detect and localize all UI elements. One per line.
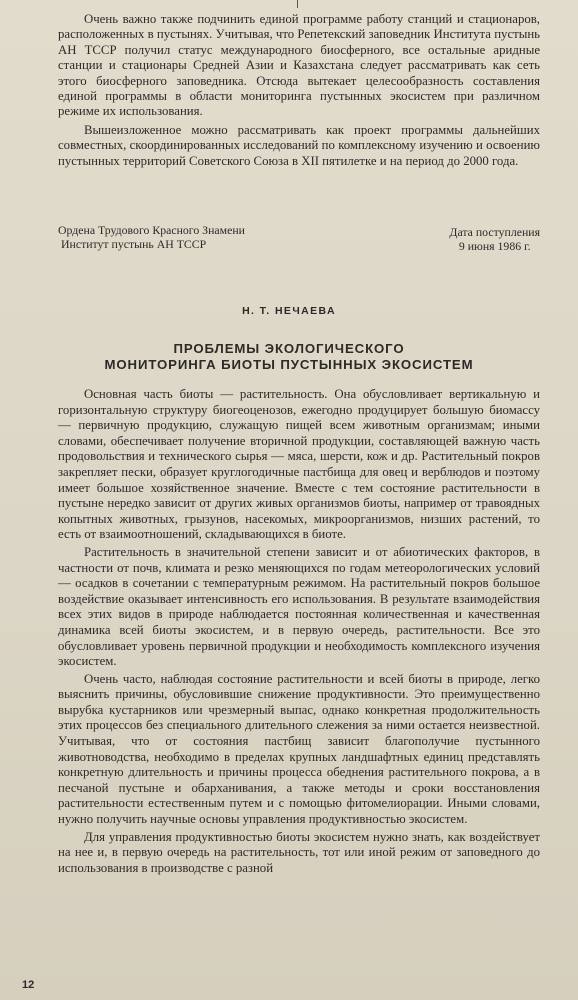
- title-line: МОНИТОРИНГА БИОТЫ ПУСТЫННЫХ ЭКОСИСТЕМ: [104, 357, 474, 372]
- affiliation-block: [58, 224, 540, 254]
- article-title: [0, 341, 578, 373]
- paragraph: Очень часто, наблюдая состояние растительности и всей биоты в природе, легко выяснить причины, обусловившие снижение продуктивности. Это преимущественно вырубка кустарников или чрезмерный выпас, однако конкретная продолжительность этих процессов без специального длительного слежения за ними остается неизвестной. Учитывая, что от состояния пастбищ зависит благополучие пустынного животноводства, необходимо в пределах крупных ландшафтных единиц представлять конкретную длительность и причины процесса обеднения растительного покрова, а в песчаной пустыне и обарханивания, а также методы и сроки восстановления растительности естественным путем и с помощью фитомелиорации. Иными словами, нужно получить научные основы управления продуктивностью экосистем.: [58, 671, 540, 827]
- previous-article-ending: [58, 12, 540, 169]
- paragraph: Очень важно также подчинить единой программе работу станций и стационаров, расположенных в пустынях. Учитывая, что Репетекский заповедник Института пустынь АН ТССР получил статус международного биосферного, все остальные аридные станции и стационары Средней Азии и Казахстана следует рассматривать как сеть этого биосферного заповедника. Отсюда вытекает целесообразность составления единой программы в области мониторинга пустынных экосистем при различном режиме их использования.: [58, 12, 540, 119]
- received-label: Дата поступления: [449, 225, 540, 239]
- institution: [58, 224, 245, 251]
- gutter-mark: [297, 0, 298, 8]
- title-line: ПРОБЛЕМЫ ЭКОЛОГИЧЕСКОГО: [173, 341, 405, 356]
- page-number: 12: [22, 979, 35, 991]
- paragraph: Вышеизложенное можно рассматривать как проект программы дальнейших совместных, скоординированных исследований по комплексному изучению и освоению пустынных территорий Советского Союза в XII пятилетке и на период до 2000 года.: [58, 122, 540, 168]
- institution-line: Ордена Трудового Красного Знамени: [58, 223, 245, 237]
- paragraph: Для управления продуктивностью биоты экосистем нужно знать, как воздействует на нее и, в первую очередь на растительность, тот или иной режим от заповедного до использования в производстве с разной: [58, 829, 540, 875]
- paragraph: Основная часть биоты — растительность. Она обусловливает вертикальную и горизонтальную структуру биогеоценозов, ежегодно продуцирует большую биомассу — первичную продукцию, служащую пищей всем животным организмам; иными словами, обеспечивает получение вторичной продукции, составляющей важную часть продовольствия и технического сырья — мяса, шерсти, кож и др. Растительный покров закрепляет пески, образует круглогодичные пастбища для овец и верблюдов и поэтому имеет большое хозяйственное значение. Вместе с тем состояние растительности в пустыне нередко зависит от других живых организмов биоты, например от травоядных копытных животных, грызунов, насекомых, микроорганизмов, низших растений, то есть от взаимоотношений, складывающихся в биоте.: [58, 387, 540, 542]
- received-value: 9 июня 1986 г.: [458, 238, 531, 253]
- received-date: [449, 226, 540, 253]
- article-body: [58, 387, 540, 876]
- article-author: Н. Т. НЕЧАЕВА: [242, 305, 336, 317]
- paragraph: Растительность в значительной степени зависит и от абиотических факторов, в частности от почв, климата и резко меняющихся по годам метеорологических условий — осадков в сочетании с температурным режимом. На растительный покров большое воздействие оказывает интенсивность его использования. В результате взаимодействия всех этих видов в природе наблюдается постоянная количественная и качественная динамика всей биоты экосистем, и в первую очередь, растительности. Все это обусловливает уровень первичной продукции и необходимость комплексного изучения экосистем.: [58, 544, 540, 669]
- institution-line: Институт пустынь АН ТССР: [61, 236, 207, 251]
